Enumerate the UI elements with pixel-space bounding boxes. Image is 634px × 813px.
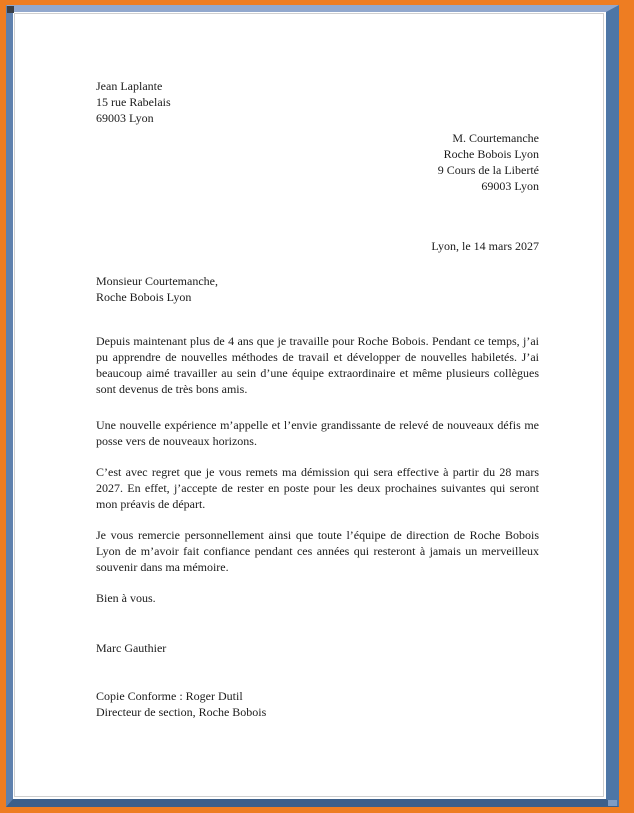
salutation-block <box>96 273 539 305</box>
recipient-city: 69003 Lyon <box>481 179 539 193</box>
sender-street: 15 rue Rabelais <box>96 95 171 109</box>
recipient-street: 9 Cours de la Liberté <box>437 163 539 177</box>
body-paragraph-2: Une nouvelle expérience m’appelle et l’envie grandissante de relevé de nouveaux défis me posse vers de nouveaux horizons. <box>96 418 539 448</box>
copy-note-block <box>96 688 539 720</box>
signature-name: Marc Gauthier <box>96 641 167 655</box>
letter-page <box>14 13 604 797</box>
decorative-blue-frame <box>6 5 619 807</box>
recipient-company: Roche Bobois Lyon <box>443 147 539 161</box>
sender-name: Jean Laplante <box>96 79 163 93</box>
salutation-company: Roche Bobois Lyon <box>96 290 192 304</box>
closing-formula: Bien à vous. <box>96 591 156 605</box>
body-paragraph-4: Je vous remercie personnellement ainsi que toute l’équipe de direction de Roche Bobois Lyon de m’avoir fait confiance pendant ces années qui resteront à jamais un merveilleux souvenir dans ma mémoire. <box>96 528 539 574</box>
sender-city: 69003 Lyon <box>96 111 154 125</box>
frame-corner-grip <box>608 800 617 806</box>
recipient-name: M. Courtemanche <box>452 131 539 145</box>
copy-note-title: Directeur de section, Roche Bobois <box>96 705 267 719</box>
dateline: Lyon, le 14 mars 2027 <box>431 239 539 253</box>
salutation-name: Monsieur Courtemanche, <box>96 274 218 288</box>
body-paragraph-1: Depuis maintenant plus de 4 ans que je travaille pour Roche Bobois. Pendant ce temps, j’ai pu apprendre de nouvelles méthodes de travail et développer de nouvelles habiletés. J’ai beaucoup aimé travailler au sein d’une équipe extraordinaire et même plusieurs collègues sont devenus de très bons amis. <box>96 334 539 396</box>
letter-content <box>15 14 603 720</box>
body-paragraph-3: C’est avec regret que je vous remets ma démission qui sera effective à partir du 28 mars 2027. En effet, j’accepte de rester en poste pour les deux prochaines suivantes qui seront mon préavis de départ. <box>96 465 539 511</box>
copy-note-recipient: Copie Conforme : Roger Dutil <box>96 689 243 703</box>
frame-corner-mark <box>7 6 14 13</box>
recipient-address-block <box>96 130 539 194</box>
sender-address-block <box>96 78 539 126</box>
